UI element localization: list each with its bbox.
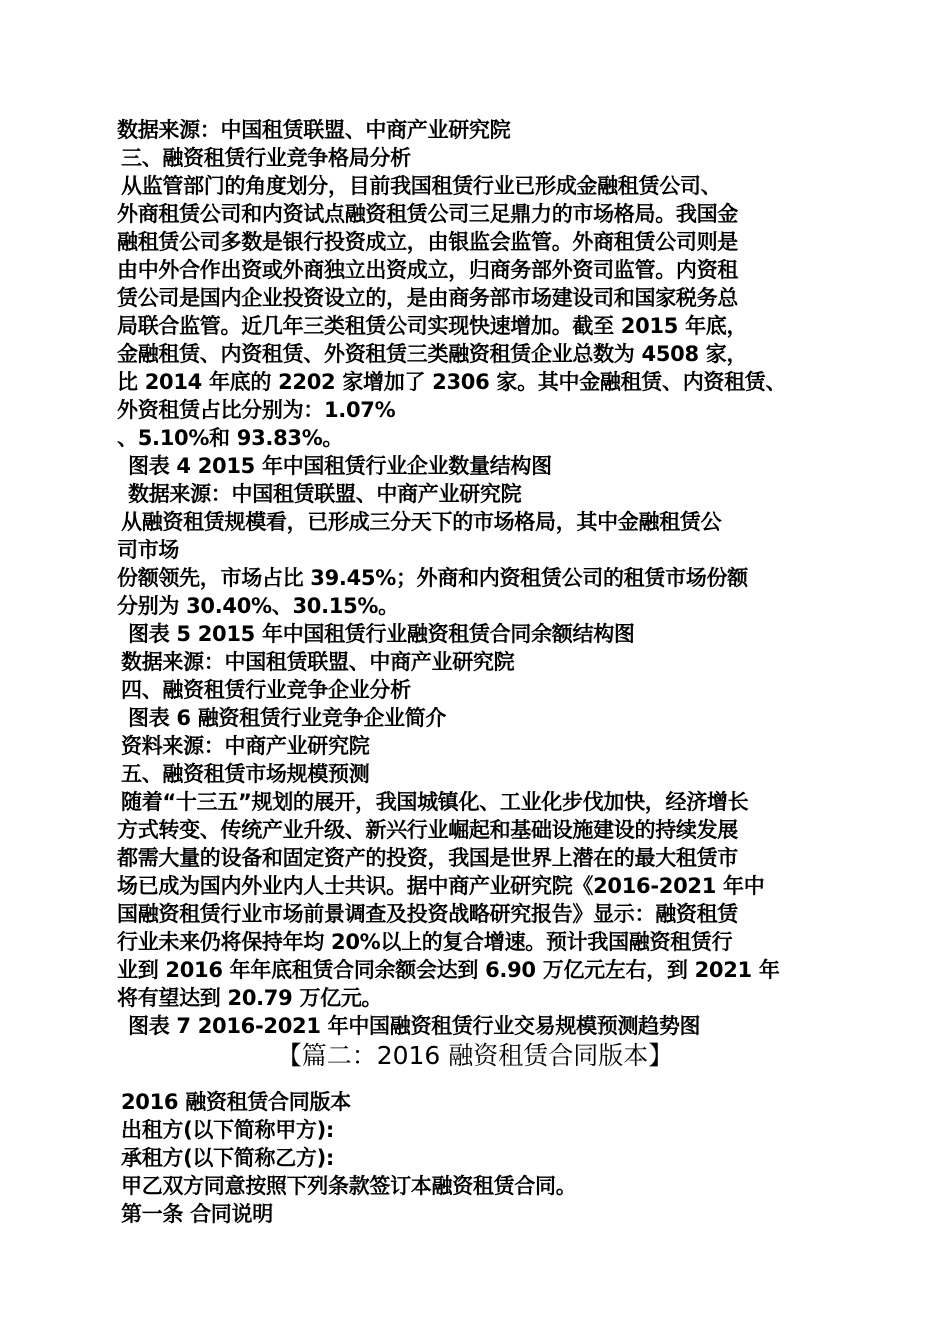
body-line: 、5.10%和 93.83%。 [117,426,344,450]
body-line: 都需大量的设备和固定资产的投资，我国是世界上潜在的最大租赁市 [117,846,738,870]
body-line: 融租赁公司多数是银行投资成立，由银监会监管。外商租赁公司则是 [117,230,738,254]
source-note: 资料来源：中商产业研究院 [121,734,370,758]
lessee-line: 承租方(以下简称乙方): [121,1146,334,1170]
body-line: 从监管部门的角度划分，目前我国租赁行业已形成金融租赁公司、 [121,174,722,198]
body-line: 司市场 [117,538,180,562]
figure-caption: 图表 5 2015 年中国租赁行业融资租赁合同余额结构图 [128,622,635,646]
section-heading: 三、融资租赁行业竞争格局分析 [121,146,411,170]
source-note: 数据来源：中国租赁联盟、中商产业研究院 [117,118,511,142]
body-line: 从融资租赁规模看，已形成三分天下的市场格局，其中金融租赁公 [121,510,722,534]
body-line: 场已成为国内外业内人士共识。据中商产业研究院《2016-2021 年中 [117,874,765,898]
body-line: 随着“十三五”规划的展开，我国城镇化、工业化步伐加快，经济增长 [121,790,749,814]
body-line: 方式转变、传统产业升级、新兴行业崛起和基础设施建设的持续发展 [117,818,738,842]
article-heading: 第一条 合同说明 [121,1202,273,1226]
figure-caption: 图表 7 2016-2021 年中国融资租赁行业交易规模预测趋势图 [128,1014,701,1038]
body-line: 由中外合作出资或外商独立出资成立，归商务部外资司监管。内资租 [117,258,738,282]
body-line: 赁公司是国内企业投资设立的，是由商务部市场建设司和国家税务总 [117,286,738,310]
body-line: 外商租赁公司和内资试点融资租赁公司三足鼎力的市场格局。我国金 [117,202,738,226]
body-line: 国融资租赁行业市场前景调查及投资战略研究报告》显示：融资租赁 [117,902,738,926]
source-note: 数据来源：中国租赁联盟、中商产业研究院 [128,482,522,506]
body-line: 外资租赁占比分别为：1.07% [117,398,396,422]
part-title: 【篇二：2016 融资租赁合同版本】 [276,1041,674,1070]
body-line: 分别为 30.40%、30.15%。 [117,594,399,618]
body-line: 将有望达到 20.79 万亿元。 [117,986,383,1010]
body-line: 金融租赁、内资租赁、外资租赁三类融资租赁企业总数为 4508 家， [117,342,748,366]
contract-title: 2016 融资租赁合同版本 [121,1090,351,1114]
source-note: 数据来源：中国租赁联盟、中商产业研究院 [121,650,515,674]
figure-caption: 图表 4 2015 年中国租赁行业企业数量结构图 [128,454,552,478]
body-line: 份额领先，市场占比 39.45%；外商和内资租赁公司的租赁市场份额 [117,566,748,590]
lessor-line: 出租方(以下简称甲方): [121,1118,334,1142]
body-line: 比 2014 年底的 2202 家增加了 2306 家。其中金融租赁、内资租赁、 [117,370,787,394]
body-line: 业到 2016 年年底租赁合同余额会达到 6.90 万亿元左右，到 2021 年 [117,958,780,982]
section-heading: 四、融资租赁行业竞争企业分析 [121,678,411,702]
figure-caption: 图表 6 融资租赁行业竞争企业简介 [128,706,447,730]
body-line: 局联合监管。近几年三类租赁公司实现快速增加。截至 2015 年底， [117,314,748,338]
agreement-line: 甲乙双方同意按照下列条款签订本融资租赁合同。 [121,1174,577,1198]
body-line: 行业未来仍将保持年均 20%以上的复合增速。预计我国融资租赁行 [117,930,733,954]
section-heading: 五、融资租赁市场规模预测 [121,762,370,786]
